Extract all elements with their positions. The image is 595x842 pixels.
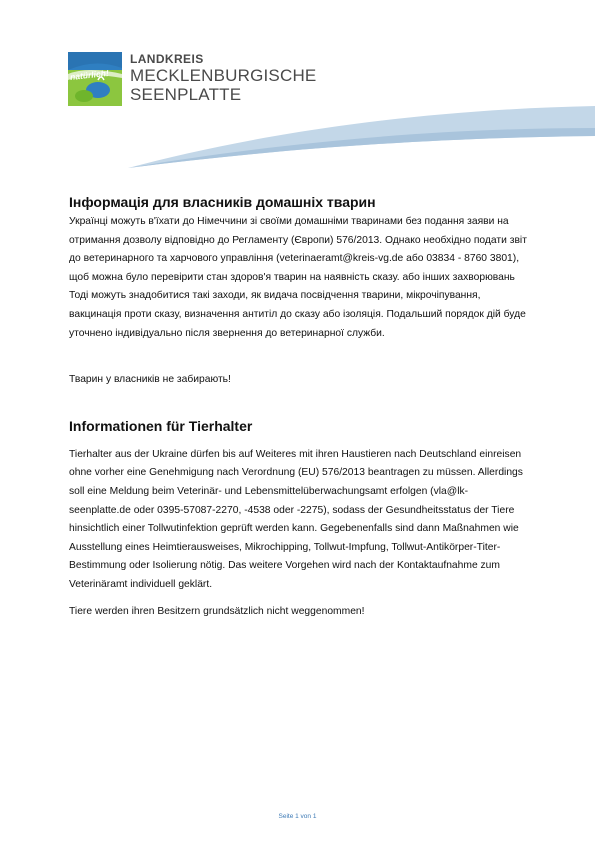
header-swoosh [120, 98, 595, 178]
ukrainian-heading: Інформація для власників домашніх тварин [69, 194, 376, 210]
ukrainian-paragraph: Українці можуть в'їхати до Німеччини зі своїми домашніми тваринами без подання заяви на отримання дозволу відповідно до Регламенту (Європи) 576/2013. Однако необхідно подати звіт до ветеринарного та харчового управління (veterinaeramt@kreis-vg.de або 03834 - 8760 3801), щоб можна було перевірити стан здоров'я тварин на наявність сказу. або інших захворювань Тоді можуть знадобитися такі заходи, як видача посвідчення тварини, мікрочіпування, вакцинація проти сказу, визначення антитіл до сказу або ізоляція. Подальший порядок дій буде уточнено індивідуально після звернення до ветеринарної служби. [69, 216, 527, 339]
german-heading: Informationen für Tierhalter [69, 417, 253, 434]
brand-line-3: SEENPLATTE [130, 85, 242, 104]
brand-line-1: LANDKREIS [130, 52, 204, 66]
page-number: Seite 1 von 1 [278, 813, 317, 820]
german-note: Tiere werden ihren Besitzern grundsätzlich nicht weggenommen! [69, 605, 365, 617]
document-body [69, 193, 529, 621]
german-paragraph: Tierhalter aus der Ukraine dürfen bis auf Weiteres mit ihren Haustieren nach Deutschland einreisen ohne vorher eine Genehmigung nach Verordnung (EU) 576/2013 beantragen zu müssen. Allerdings soll eine Meldung beim Veterinär- und Lebensmittelüberwachungsamt erfolgen (vla@lk-seenplatte.de oder 0395-57087-2270, -4538 oder -2275), sodass der Gesundheitsstatus der Tiere hinsichtlich einer Tollwutinfektion geprüft werden kann. Gegebenenfalls sind dann Maßnahmen wie Ausstellung eines Heimtierausweises, Mikrochipping, Tollwut-Impfung, Tollwut-Antikörper-Titer-Bestimmung oder Isolierung nötig. Das weitere Vorgehen wird nach der Kontaktaufnahme zum Veterinäramt individuell geklärt. [69, 448, 523, 590]
district-logo [68, 52, 122, 106]
ukrainian-note: Тварин у власників не забирають! [69, 374, 231, 386]
logo-slogan: natürlich! [69, 68, 110, 82]
brand-line-2: MECKLENBURGISCHE [130, 66, 317, 85]
brand-name [130, 52, 316, 104]
